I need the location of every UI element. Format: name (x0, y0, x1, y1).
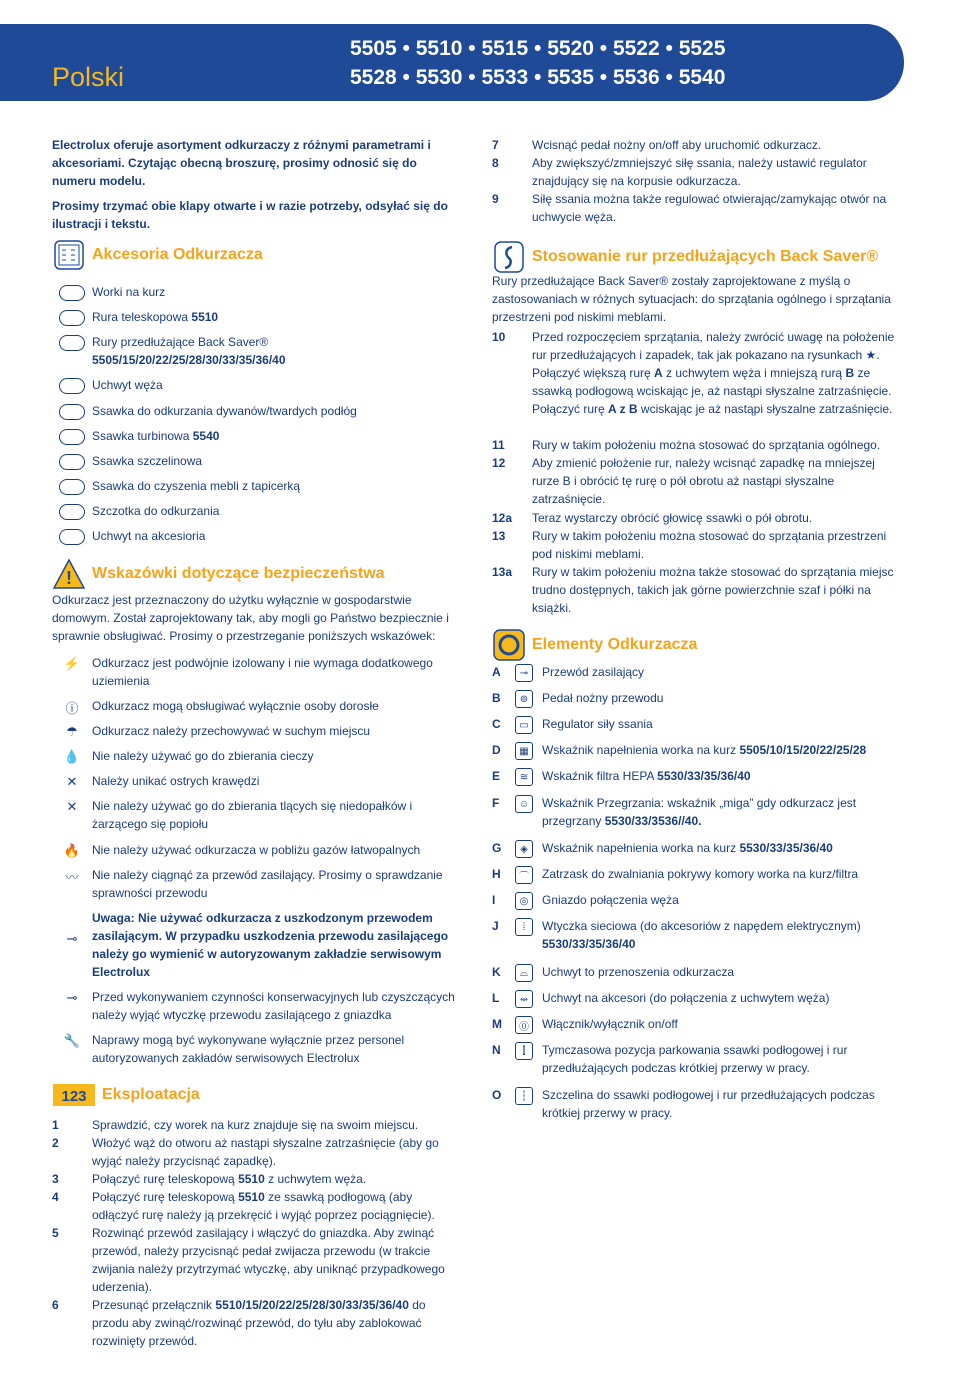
svg-text:!: ! (66, 568, 72, 588)
safety-item: 💧 Nie należy używać go do zbierania cieczy (52, 747, 462, 767)
element-item: L ⥈ Uchwyt na akcesori (do połączenia z uchwytem węża) (492, 989, 904, 1009)
operation-heading (52, 1078, 200, 1112)
backsaver-intro: Rury przedłużające Back Saver® zostały zaprojektowane z myślą o zastosowaniach w różnych sytuacjach: do sprzątania ogólnego i sprzątania przestrzeni pod niskimi meblami. (492, 274, 891, 324)
accessory-item: Ssawka szczelinowa (52, 452, 462, 472)
accessories-icon (52, 238, 86, 272)
backsaver-step: 12a Teraz wystarczy obrócić głowicę ssawki o pół obrotu. (492, 511, 813, 525)
accessory-item: Rury przedłużające Back Saver® 5505/15/20/22/25/28/30/33/35/36/40 (52, 333, 462, 369)
backsaver-step: 13 Rury w takim położeniu można stosować do sprzątania przestrzeni pod niskimi meblami. (492, 529, 887, 561)
accessory-item: Uchwyt na akcesioria (52, 527, 462, 547)
backsaver-step: 11 Rury w takim położeniu można stosować do sprzątania ogólnego. (492, 438, 881, 452)
header-bar (0, 24, 904, 101)
on-off-switch-icon: ⓪ (506, 1015, 542, 1035)
accessory-item: Ssawka turbinowa 5540 (52, 427, 462, 447)
operation-step: 9 Siłę ssania można także regulować otwierając/zamykając otwór na uchwycie węża. (492, 192, 887, 224)
repair-notice: 🔧 Naprawy mogą być wykonywane wyłącznie przez personel autoryzowanych zakładów serwisowych Electrolux (52, 1031, 462, 1067)
flame-icon: 🔥 (63, 843, 81, 858)
bag-indicator-icon: ▦ (506, 741, 542, 761)
hose-handle-icon (52, 376, 92, 396)
accessory-item: Worki na kurz (52, 283, 462, 303)
turbo-nozzle-icon (52, 427, 92, 447)
cord-pedal-icon: ⊚ (506, 689, 542, 709)
operation-title: Eksploatacja (102, 1086, 200, 1103)
operation-step: 4 Połączyć rurę teleskopową 5510 ze ssawką podłogową (aby odłączyć rurę należy ją przekręcić i wyjąć poprzez pociągnięcie). (52, 1190, 435, 1222)
accessories-heading (52, 238, 263, 272)
hose-socket-icon: ◎ (506, 891, 542, 911)
wrench-icon: 🔧 (63, 1033, 81, 1048)
element-item: C ▭ Regulator siły ssania (492, 715, 904, 735)
upholstery-nozzle-icon (52, 477, 92, 497)
safety-item: ⚡ Odkurzacz jest podwójnie izolowany i nie wymaga dodatkowego uziemienia (52, 654, 462, 690)
accessory-clip-icon: ⥈ (506, 989, 542, 1009)
safety-item: ⓘ Odkurzacz mogą obsługiwać wyłącznie osoby dorosłe (52, 697, 462, 717)
suction-regulator-icon: ▭ (506, 715, 542, 735)
safety-item: ☂ Odkurzacz należy przechowywać w suchym miejscu (52, 722, 462, 742)
umbrella-icon: ☂ (66, 724, 78, 739)
lightning-icon: ⚡ (63, 656, 81, 671)
damaged-plug-icon: ⊸ (66, 931, 78, 946)
crevice-nozzle-icon (52, 452, 92, 472)
element-item: G ◈ Wskaźnik napełnienia worka na kurz 5530/33/35/36/40 (492, 839, 904, 859)
operation-step: 3 Połączyć rurę teleskopową 5510 z uchwytem węża. (52, 1172, 367, 1186)
back-saver-tube-icon (52, 333, 92, 353)
safety-title: Wskazówki dotyczące bezpieczeństwa (92, 565, 385, 582)
adults-only-icon: ⓘ (65, 700, 79, 716)
bag-fill-indicator-icon: ◈ (506, 839, 542, 859)
accessory-item: Rura teleskopowa 5510 (52, 308, 462, 328)
safety-item: ✕ Należy unikać ostrych krawędzi (52, 772, 462, 792)
elements-icon (492, 628, 526, 662)
floor-nozzle-icon (52, 402, 92, 422)
warning-triangle-icon (52, 557, 86, 591)
backsaver-step: 13a Rury w takim położeniu można także stosować do sprzątania miejsc trudno dostępnych, takich jak górne powierzchnie szaf i półki na książki. (492, 565, 894, 615)
power-cord-icon: ⊸ (506, 663, 542, 683)
element-item: F ☺ Wskaźnik Przegrzania: wskaźnik „miga” gdy odkurzacz jest przegrzany 5530/33/3536//40. (492, 796, 857, 828)
operation-step: 8 Aby zwiększyć/zmniejszyć siłę ssania, należy ustawić regulator znajdujący się na korpusie odkurzacza. (492, 156, 867, 188)
safety-item: ✕ Nie należy używać go do zbierania tlących się niedopałków i żarzącego się popiołu (52, 797, 462, 833)
models-line-2: 5528 • 5530 • 5533 • 5535 • 5536 • 5540 (350, 66, 726, 89)
overheat-indicator-icon: ☺ (506, 794, 542, 814)
safety-item: 〰 Nie należy ciągnąć za przewód zasilający. Prosimy o sprawdzanie sprawności przewodu (52, 866, 462, 902)
no-sharp-icon: ✕ (66, 774, 78, 789)
backsaver-step: 12 Aby zmienić położenie rur, należy wcisnąć zapadkę na mniejszej rurze B i obrócić tę rurę o pół obrotu aż nastąpi słyszalne zatrzaśnięcie. (492, 456, 875, 506)
safety-heading (52, 557, 385, 591)
element-item: D ▦ Wskaźnik napełnienia worka na kurz 5505/10/15/20/22/25/28 (492, 741, 904, 761)
backsaver-heading (492, 240, 878, 274)
model-numbers (350, 34, 725, 92)
accessory-holder-icon (52, 527, 92, 547)
intro-paragraph-1: Electrolux oferuje asortyment odkurzaczy z różnymi parametrami i akcesoriami. Czytając obecną broszurę, prosimy odnosić się do numeru modelu. (52, 138, 431, 188)
accessory-item: Ssawka do czyszenia mebli z tapicerką (52, 477, 462, 497)
element-item: A ⊸ Przewód zasilający (492, 663, 904, 683)
element-item: H ⌒ Zatrzask do zwalniania pokrywy komory worka na kurz/filtra (492, 865, 904, 885)
safety-item: 🔥 Nie należy używać odkurzacza w pobliżu gazów łatwopalnych (52, 841, 462, 861)
back-saver-icon (492, 240, 526, 274)
safety-intro: Odkurzacz jest przeznaczony do użytku wyłącznie w gospodarstwie domowym. Został zaprojektowany tak, aby mogli go Państwo bezpiecznie i sprawnie obsługiwać. Prosimy o przestrzeganie poniższych wskazówek: (52, 593, 449, 643)
dusting-brush-icon (52, 502, 92, 522)
accessory-item: Szczotka do odkurzania (52, 502, 462, 522)
element-item: M ⓪ Włącznik/wyłącznik on/off (492, 1015, 904, 1035)
unplug-icon: ⊸ (66, 990, 78, 1005)
steps-123-icon (52, 1078, 96, 1112)
socket-icon: ⁞ (506, 917, 542, 937)
intro-paragraph-2: Prosimy trzymać obie klapy otwarte i w razie potrzeby, odsyłać się do ilustracji i tekstu. (52, 199, 448, 231)
accessory-item: Ssawka do odkurzania dywanów/twardych podłóg (52, 402, 462, 422)
accessories-title: Akcesoria Odkurzacza (92, 246, 263, 263)
step-10: 10 Przed rozpoczęciem sprzątania, należy zwrócić uwagę na położenie rur przedłużających i zapadek, tak jak pokazano na rysunkach ★. Połączyć większą rurę A z uchwytem węża i mniejszą rurą B ze ssawką podłogową wciskając je, aż nastąpi słyszalne zatrzaśnięcie. Połączyć rurę A z B wciskając je aż nastąpi słyszalne zatrzaśnięcie. (492, 330, 895, 416)
dust-bag-icon (52, 283, 92, 303)
cover-latch-icon: ⌒ (506, 865, 542, 885)
telescopic-tube-icon (52, 308, 92, 328)
backsaver-title: Stosowanie rur przedłużających Back Saver® (532, 248, 879, 265)
svg-text:123: 123 (61, 1088, 87, 1105)
parking-slot-icon: ⫿ (506, 1041, 542, 1061)
cord-pull-icon: 〰 (65, 869, 79, 885)
element-item: J ⁞ Wtyczka sieciowa (do akcesoriów z napędem elektrycznym) 5530/33/35/36/40 (492, 919, 861, 951)
accessory-item: Uchwyt węża (52, 376, 462, 396)
hepa-indicator-icon: ≋ (506, 767, 542, 787)
element-item: E ≋ Wskaźnik filtra HEPA 5530/33/35/36/40 (492, 767, 904, 787)
element-item: I ◎ Gniazdo połączenia węża (492, 891, 904, 911)
models-line-1: 5505 • 5510 • 5515 • 5520 • 5522 • 5525 (350, 37, 726, 60)
warning-damaged-cord: ⊸ Uwaga: Nie używać odkurzacza z uszkodzonym przewodem zasilającym. W przypadku uszkodzenia przewodu zasilającego należy go wymienić w autoryzowanym zakładzie serwisowym Electrolux (52, 909, 462, 981)
carry-handle-icon: ⌓ (506, 963, 542, 983)
no-ash-icon: ✕ (66, 799, 78, 814)
element-item: O ┆ Szczelina do ssawki podłogowej i rur przedłużających podczas krótkiej przerwy w pracy. (492, 1088, 875, 1120)
page-title: Polski (52, 62, 125, 92)
element-item: B ⊚ Pedał nożny przewodu (492, 689, 904, 709)
operation-step: 6 Przesunąć przełącznik 5510/15/20/22/25/28/30/33/35/36/40 do przodu aby zwinąć/rozwinąć przewód, do tyłu aby zablokować rozwinięty przewód. (52, 1298, 426, 1348)
storage-slot-icon: ┆ (506, 1086, 542, 1106)
operation-step: 5 Rozwinąć przewód zasilający i włączyć do gniazdka. Aby zwinąć przewód, należy przycisnąć pedał zwijacza przewodu (w trakcie zwijania należy przytrzymać wtyczkę, aby uniknąć przypadkowego uderzenia). (52, 1226, 445, 1294)
elements-heading (492, 628, 697, 662)
operation-step: 1 Sprawdzić, czy worek na kurz znajduje się na swoim miejscu. (52, 1118, 419, 1132)
element-item: N ⫿ Tymczasowa pozycja parkowania ssawki podłogowej i rur przedłużających podczas krótkiej przerwy w pracy. (492, 1043, 848, 1075)
operation-step: 2 Włożyć wąż do otworu aż nastąpi słyszalne zatrzaśnięcie (aby go wyjąć należy przycisnąć zapadkę). (52, 1136, 439, 1168)
no-liquid-icon: 💧 (63, 749, 81, 764)
unplug-notice: ⊸ Przed wykonywaniem czynności konserwacyjnych lub czyszczących należy wyjąć wtyczkę przewodu zasilającego z gniazdka (52, 988, 462, 1024)
element-item: K ⌓ Uchwyt to przenoszenia odkurzacza (492, 963, 904, 983)
operation-step: 7 Wcisnąć pedał nożny on/off aby uruchomić odkurzacz. (492, 138, 822, 152)
elements-title: Elementy Odkurzacza (532, 636, 698, 653)
